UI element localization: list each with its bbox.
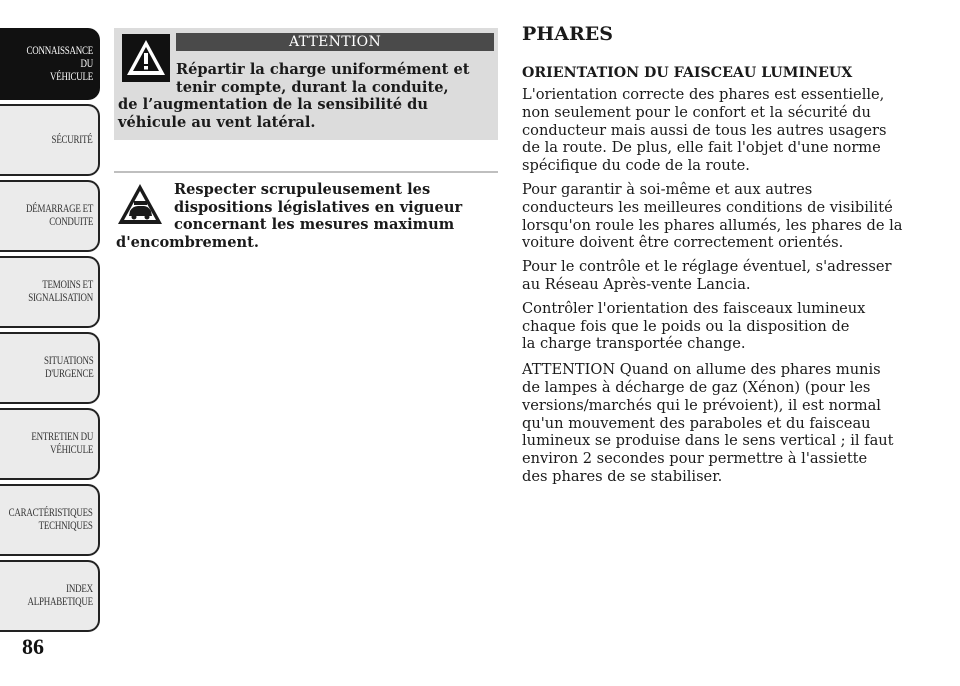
tab-entretien-du-vehicule[interactable]: ENTRETIEN DU VÉHICULE <box>0 408 100 480</box>
tab-securite[interactable]: SÉCURITÉ <box>0 104 100 176</box>
note-text: Respecter scrupuleusement les dispositions législatives en vigueur concernant les mesures maximum d'encombrement. <box>116 181 463 251</box>
paragraph: Pour garantir à soi-même et aux autres conducteurs les meilleures conditions de visibilité lorsqu'on roule les phares allumés, les phares de la voiture doivent être correctement orientés. <box>522 180 903 252</box>
section-subtitle: ORIENTATION DU FAISCEAU LUMINEUX <box>522 65 853 81</box>
attention-paragraph: ATTENTION Quand on allume des phares munis de lampes à décharge de gaz (Xénon) (pour les versions/marchés qui le prévoient), il est normal qu'un mouvement des paraboles et du faisceau lumineux se produise dans le sens vertical ; il faut environ 2 secondes pour permettre à l'assiette des phares de se stabiliser. <box>522 361 894 485</box>
page-number: 86 <box>22 634 44 659</box>
tab-index-alphabetique[interactable]: INDEX ALPHABETIQUE <box>0 560 100 632</box>
paragraph: L'orientation correcte des phares est essentielle, non seulement pour le confort et la sécurité du conducteur mais aussi de tous les autres usagers de la route. De plus, elle fait l'objet d'une norme spécifique du code de la route. <box>522 86 887 175</box>
tab-demarrage-et-conduite[interactable]: DÉMARRAGE ET CONDUITE <box>0 180 100 252</box>
section-divider <box>114 171 498 173</box>
tab-caracteristiques-techniques[interactable]: CARACTÉRISTIQUES TECHNIQUES <box>0 484 100 556</box>
warning-header: ATTENTION <box>176 33 494 51</box>
paragraph: Contrôler l'orientation des faisceaux lumineux chaque fois que le poids ou la disposition de la charge transportée change. <box>522 299 866 353</box>
tab-connaissance-du-vehicule[interactable]: CONNAISSANCE DU VÉHICULE <box>0 28 100 100</box>
tab-temoins-et-signalisation[interactable]: TEMOINS ET SIGNALISATION <box>0 256 100 328</box>
page-title: PHARES <box>522 23 613 45</box>
warning-text: Répartir la charge uniformément et tenir compte, durant la conduite, de l’augmentation de la sensibilité du véhicule au vent latéral. <box>118 61 470 131</box>
paragraph: Pour le contrôle et le réglage éventuel, s'adresser au Réseau Après-vente Lancia. <box>522 258 892 293</box>
tab-situations-durgence[interactable]: SITUATIONS D'URGENCE <box>0 332 100 404</box>
main-content <box>522 22 922 492</box>
